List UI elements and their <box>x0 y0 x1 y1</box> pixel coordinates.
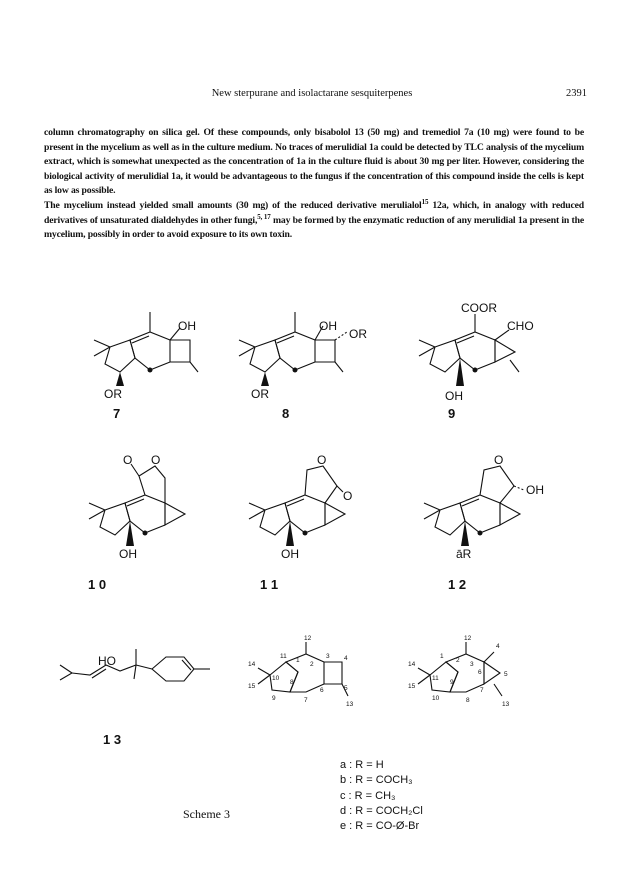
compound-label-12: 1 2 <box>448 577 467 592</box>
compound-label-11: 1 1 <box>260 577 279 592</box>
svg-text:2: 2 <box>456 657 460 664</box>
svg-text:8: 8 <box>466 697 470 704</box>
atom-label-oh: OH <box>319 319 337 333</box>
svg-text:13: 13 <box>346 701 354 708</box>
svg-text:11: 11 <box>432 675 439 682</box>
svg-text:4: 4 <box>344 655 348 662</box>
atom-label-oh: OH <box>445 389 463 403</box>
svg-text:11: 11 <box>280 653 287 660</box>
svg-text:1: 1 <box>440 653 444 660</box>
atom-label-o: O <box>343 489 353 503</box>
atom-label-o: O <box>123 453 133 467</box>
legend-item: c : R = CH₃ <box>340 789 396 802</box>
atom-label-oh: OH <box>281 547 299 561</box>
structure-13 <box>50 635 220 705</box>
structure-11 <box>225 448 375 568</box>
paragraph-2: The mycelium instead yielded small amounts (30 mg) of the reduced derivative merulialol$^{15}$ 12a, which, in analogy with reduced derivatives of unsaturated dialdehydes in other fungi,$^{5, 17}$ may be formed by the enzymatic reduction of any merulidial 1a present in the mycelium, possibly in order to avoid exposure to its own toxin. <box>44 197 585 241</box>
compound-label-10: 1 0 <box>88 577 107 592</box>
atom-label-cho: CHO <box>507 319 534 333</box>
atom-label-oh: OH <box>526 483 544 497</box>
atom-label-or: OR <box>251 387 269 401</box>
ref-superscript: 5, 17 <box>257 212 271 221</box>
structure-8 <box>215 300 375 410</box>
svg-text:1: 1 <box>296 657 300 664</box>
svg-text:12: 12 <box>464 635 472 642</box>
legend-item: b : R = COCH₃ <box>340 774 413 787</box>
atom-label-or: OR <box>104 387 122 401</box>
svg-text:3: 3 <box>326 653 330 660</box>
structure-7 <box>70 300 210 410</box>
svg-text:7: 7 <box>480 687 484 694</box>
svg-text:6: 6 <box>320 687 324 694</box>
svg-text:2: 2 <box>310 661 314 668</box>
atom-label-o: O <box>151 453 161 467</box>
running-header-title: New sterpurane and isolactarane sesquiterpenes <box>211 88 413 99</box>
svg-text:3: 3 <box>470 661 474 668</box>
compound-label-13: 1 3 <box>103 732 122 747</box>
legend-item: a : R = H <box>340 759 384 771</box>
svg-text:13: 13 <box>502 701 510 708</box>
svg-text:10: 10 <box>272 675 280 682</box>
ref-superscript: 15 <box>421 197 429 206</box>
svg-text:5: 5 <box>504 671 508 678</box>
compound-label-8: 8 <box>282 406 290 421</box>
svg-text:9: 9 <box>450 679 454 686</box>
svg-text:8: 8 <box>290 679 294 686</box>
svg-text:12: 12 <box>304 635 312 642</box>
svg-text:9: 9 <box>272 695 276 702</box>
structure-12 <box>400 448 560 568</box>
atom-label-oh: OH <box>119 547 137 561</box>
atom-label-ho: HO <box>98 654 116 668</box>
svg-text:14: 14 <box>408 661 416 668</box>
scheme-caption: Scheme 3 <box>183 807 230 821</box>
svg-text:15: 15 <box>408 683 416 690</box>
paragraph-1: column chromatography on silica gel. Of these compounds, only bisabolol 13 (50 mg) and tremediol 7a (10 mg) were found to be present in the mycelium as well as in the culture medium. No traces of merulidial 1a could be detected by TLC analysis of the mycelium extract, which is somewhat unexpected as the concentration of 1a in the culture fluid is about 30 mg per liter. However, considering the biological activity of merulidial 1a, it would be advantageous to the fungus if the concentration of this compound inside the cells is kept as low as possible. <box>44 127 584 197</box>
svg-text:10: 10 <box>432 695 440 702</box>
compound-label-9: 9 <box>448 406 456 421</box>
numbered-skeleton-isolactarane <box>390 630 540 730</box>
svg-text:6: 6 <box>478 669 482 676</box>
atom-label-oh: OH <box>178 319 196 333</box>
atom-label-or: OR <box>349 327 367 341</box>
structure-10 <box>65 448 205 568</box>
body-text <box>44 126 584 243</box>
structure-9 <box>395 300 565 410</box>
svg-text:14: 14 <box>248 661 256 668</box>
page-number: 2391 <box>566 88 587 99</box>
numbered-skeleton-sterpurane <box>230 630 380 730</box>
svg-text:5: 5 <box>344 685 348 692</box>
legend-item: e : R = CO-Ø-Br <box>340 820 420 833</box>
substituent-legend <box>340 758 423 834</box>
svg-text:4: 4 <box>496 643 500 650</box>
svg-text:7: 7 <box>304 697 308 704</box>
atom-label-or: āR <box>456 547 472 561</box>
legend-item: d : R = COCH₂Cl <box>340 804 423 817</box>
compound-label-7: 7 <box>113 406 121 421</box>
atom-label-coor: COOR <box>461 301 497 315</box>
atom-label-o: O <box>317 453 327 467</box>
atom-label-o: O <box>494 453 504 467</box>
svg-text:15: 15 <box>248 683 256 690</box>
